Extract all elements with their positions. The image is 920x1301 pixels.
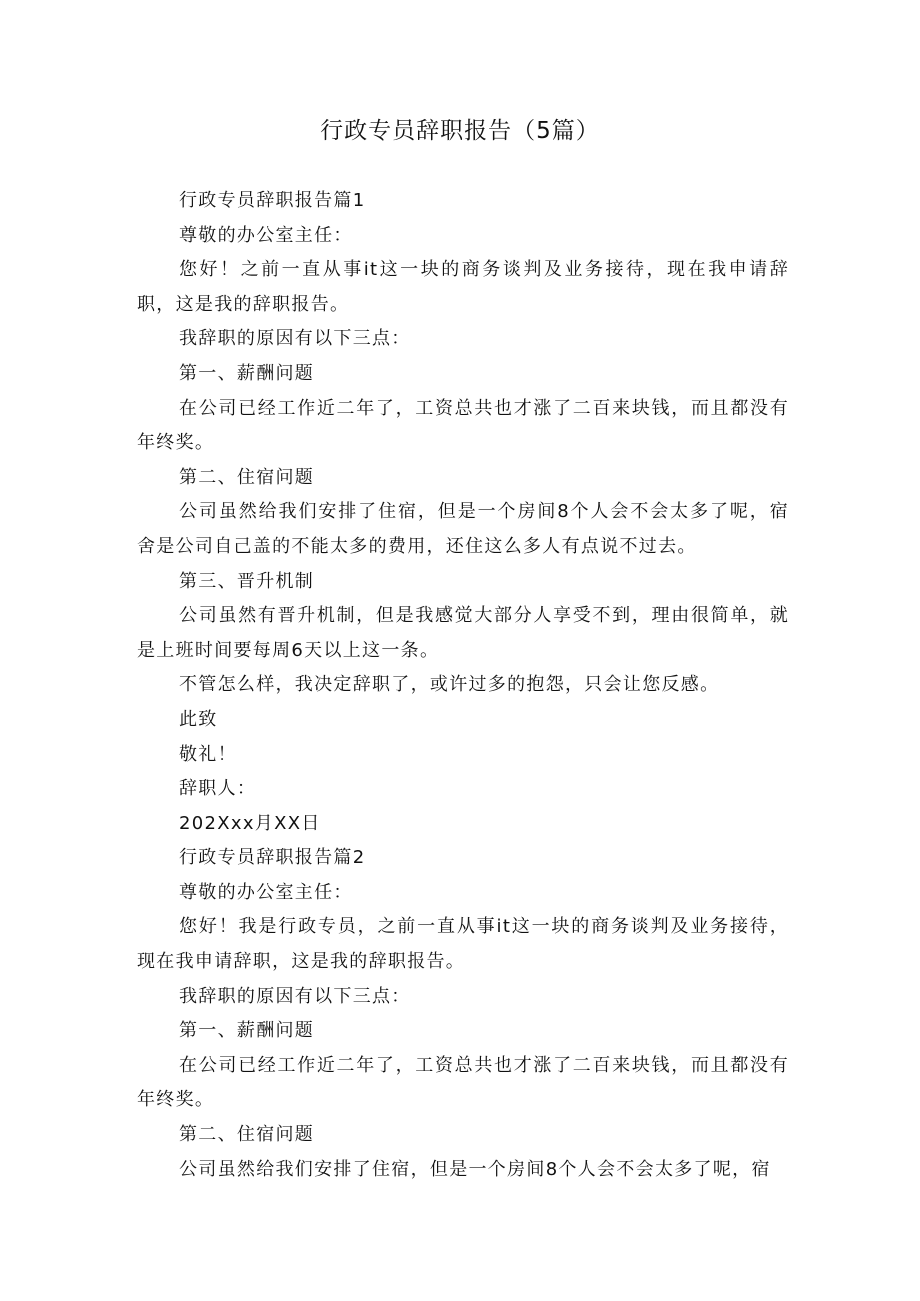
section-heading-2: 行政专员辞职报告篇2 xyxy=(179,847,366,869)
salutation: 尊敬的办公室主任： xyxy=(179,224,353,246)
reason-heading: 第一、薪酬问题 xyxy=(179,1020,315,1042)
reason-heading: 第二、住宿问题 xyxy=(179,466,315,488)
reason-heading: 第二、住宿问题 xyxy=(179,1124,315,1146)
section-heading-1: 行政专员辞职报告篇1 xyxy=(179,190,366,211)
closing: 敬礼！ xyxy=(179,743,237,765)
closing: 此致 xyxy=(179,708,218,730)
paragraph: 在公司已经工作近二年了，工资总共也才涨了二百来块钱，而且都没有年终奖。 xyxy=(137,397,789,454)
paragraph: 不管怎么样，我决定辞职了，或许过多的抱怨，只会让您反感。 xyxy=(179,674,720,696)
document-title: 行政专员辞职报告（5篇） xyxy=(320,118,600,144)
salutation: 尊敬的办公室主任： xyxy=(179,881,353,903)
document-body xyxy=(137,184,789,1187)
paragraph: 在公司已经工作近二年了，工资总共也才涨了二百来块钱，而且都没有年终奖。 xyxy=(137,1054,789,1111)
signature-label: 辞职人： xyxy=(179,778,257,800)
paragraph: 公司虽然给我们安排了住宿，但是一个房间8个人会不会太多了呢，宿舍是公司自己盖的不能太多的费用，还住这么多人有点说不过去。 xyxy=(137,501,789,557)
paragraph: 您好！之前一直从事it这一块的商务谈判及业务接待，现在我申请辞职，这是我的辞职报告。 xyxy=(137,259,789,315)
date-line: 202Xxx月XX日 xyxy=(179,812,321,834)
reason-heading: 第一、薪酬问题 xyxy=(179,362,315,384)
paragraph: 您好！我是行政专员，之前一直从事it这一块的商务谈判及业务接待，现在我申请辞职，这是我的辞职报告。 xyxy=(137,916,789,973)
paragraph: 公司虽然给我们安排了住宿，但是一个房间8个人会不会太多了呢，宿 xyxy=(179,1158,771,1180)
paragraph: 我辞职的原因有以下三点： xyxy=(179,985,411,1007)
reason-heading: 第三、晋升机制 xyxy=(179,570,315,592)
paragraph: 公司虽然有晋升机制，但是我感觉大部分人享受不到，理由很简单，就是上班时间要每周6天以上这一条。 xyxy=(137,605,789,661)
paragraph: 我辞职的原因有以下三点： xyxy=(179,328,411,350)
